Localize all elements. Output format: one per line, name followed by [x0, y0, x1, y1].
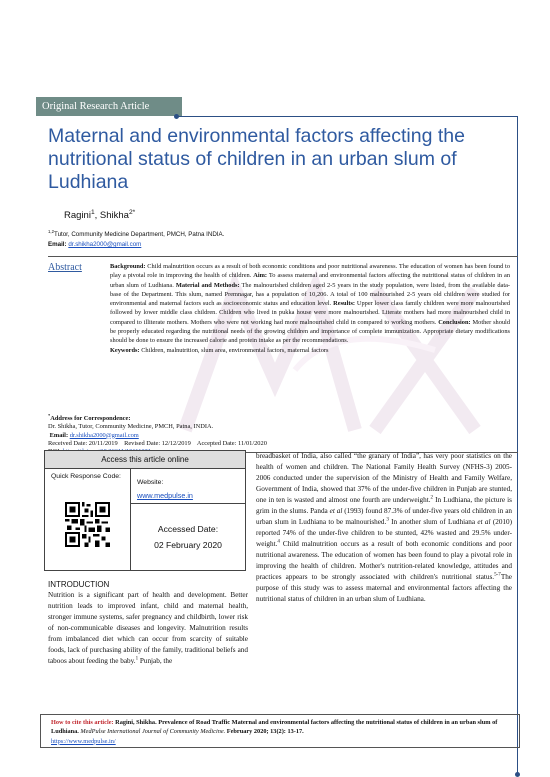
qr-label: Quick Response Code:: [51, 473, 121, 480]
website-cell: [131, 469, 245, 504]
email-link[interactable]: dr.shikha2000@gmail.com: [68, 241, 142, 248]
divider: [48, 256, 518, 257]
citation-url-link[interactable]: https://www.medpulse.in/: [51, 737, 116, 745]
author-1: Ragini: [64, 210, 91, 221]
website-link[interactable]: www.medpulse.in: [137, 491, 193, 500]
right-rule: [517, 116, 518, 774]
article-title: Maternal and environmental factors affecting the nutritional status of children in an urban slum of Ludhiana: [48, 125, 465, 193]
rule-dot: [515, 772, 520, 777]
author-list: Ragini$^1$, Shikha$^{2*}$: [64, 208, 136, 221]
citation-box: [40, 714, 520, 748]
abstract-heading: Abstract: [48, 262, 82, 273]
introduction-heading: INTRODUCTION: [48, 580, 110, 589]
correspondence-block: *Address for Correspondence: Dr. Shikha, Tutor, Community Medicine, PMCH, Patna, INDIA. Email: dr.shikha2000@gmail.com Received Date: 20/11/2019 Revised Date: 12/12/2019 Accepted Date: 11/01/2020: [48, 415, 468, 456]
qr-cell: [45, 469, 131, 570]
author-2: Shikha: [99, 210, 129, 221]
accessed-date-value: 02 February 2020: [154, 540, 222, 550]
accessed-date-cell: [131, 504, 245, 570]
author-email: Email: dr.shikha2000@gmail.com: [48, 241, 142, 248]
qr-code-icon[interactable]: [65, 502, 110, 547]
correspondence-email-link[interactable]: dr.shikha2000@gmail.com: [69, 431, 139, 439]
affiliation: $^{1,2}$Tutor, Community Medicine Department, PMCH, Patna INDIA.: [48, 228, 225, 238]
access-box-heading: Access this article online: [45, 451, 245, 469]
header-rule: [176, 116, 518, 117]
accessed-date-label: Accessed Date:: [157, 524, 219, 534]
article-type-banner: Original Research Article: [36, 97, 182, 116]
website-label: Website:: [137, 479, 164, 486]
rule-dot: [174, 114, 179, 119]
intro-left-column: Nutrition is a significant part of health and development. Better nutrition leads to improved infant, child and maternal health, stronger immune systems, safer pregnancy and childbirth, lower risk of non-communicable diseases and longevity. Malnutrition results from imbalanced diet which can occur from scarcity of suitable foods, lack of purchasing ability of the family, traditional beliefs and taboos about feeding the baby.$^1$ Punjab, the: [48, 591, 248, 665]
intro-right-column: breadbasket of India, also called “the granary of India”, has very poor statistics on the health of women and children. The National Family Health Survey (NFHS-3) 2005-2006 conducted under the supervision of the Ministry of Health and Family Welfare, Government of India, showed that 37% of the under-five children in Punjab are stunted, one in ten is wasted and almost one fourth are underweight.$^2$ In Ludhiana, the picture is grim in the slums. Panda et al (1993) found 87.3% of under-five years old children in an urban slum in Ludhiana to be malnourished.$^3$ In another slum of Ludhiana et al (2010) reported 74% of the under-five children to be stunted, 42% wasted and 29.5% under-weight.$^4$ Child malnutrition occurs as a result of both economic conditions and poor nutritional awareness. The education of women has been found to play a pivotal role in improving the health of children. Mother's nutrition-related knowledge, attitudes and practices appears to be strongly associated with children's nutritional status.$^{5-7}$The purpose of this study was to assess maternal and environmental factors affecting the nutritional status of children in an urban slum of Ludhiana.: [256, 452, 512, 603]
access-online-box: [44, 450, 246, 571]
abstract-body: Background: Child malnutrition occurs as a result of both economic conditions and poor nutritional awareness. The education of women has been found to play a pivotal role in improving the health of children. Aim: To assess maternal and environmental factors affecting the nutritional status of children in an urban slum of Ludhiana. Material and Methods: The malnourished children aged 2-5 years in the study population, were listed, from the available data-base of the Department. This slum, named Premnagar, has a population of 10,206. A total of 100 malnourished 2-5 years old children were studied for environmental and maternal factors such as socioeconomic status and education level. Results: Upper lower class family children were more malnourished followed by lower middle class children. Children who lived in pukka house were more malnourished. Literate mothers had more malnourished child in compared to illiterate mothers. Mothers who were not working had more malnourished child in compared to working mothers. Conclusion: Mother should be properly educated regarding the nutritional needs of the growing children and importance of complete immunization. Appropriate dietary modifications should be done to ensure the increased calorie and protein intake as per the recommendations. Keywords: Children, malnutrition, slum area, environmental factors, maternal factors: [110, 263, 511, 354]
citation-text: How to cite this article: Ragini, Shikha. Prevalence of Road Traffic Maternal and environmental factors affecting the nutritional status of children in an urban slum of Ludhiana. MedPulse International Journal of Community Medicine. February 2020; 13(2): 13-17. https://www.medpulse.in/: [51, 719, 498, 745]
